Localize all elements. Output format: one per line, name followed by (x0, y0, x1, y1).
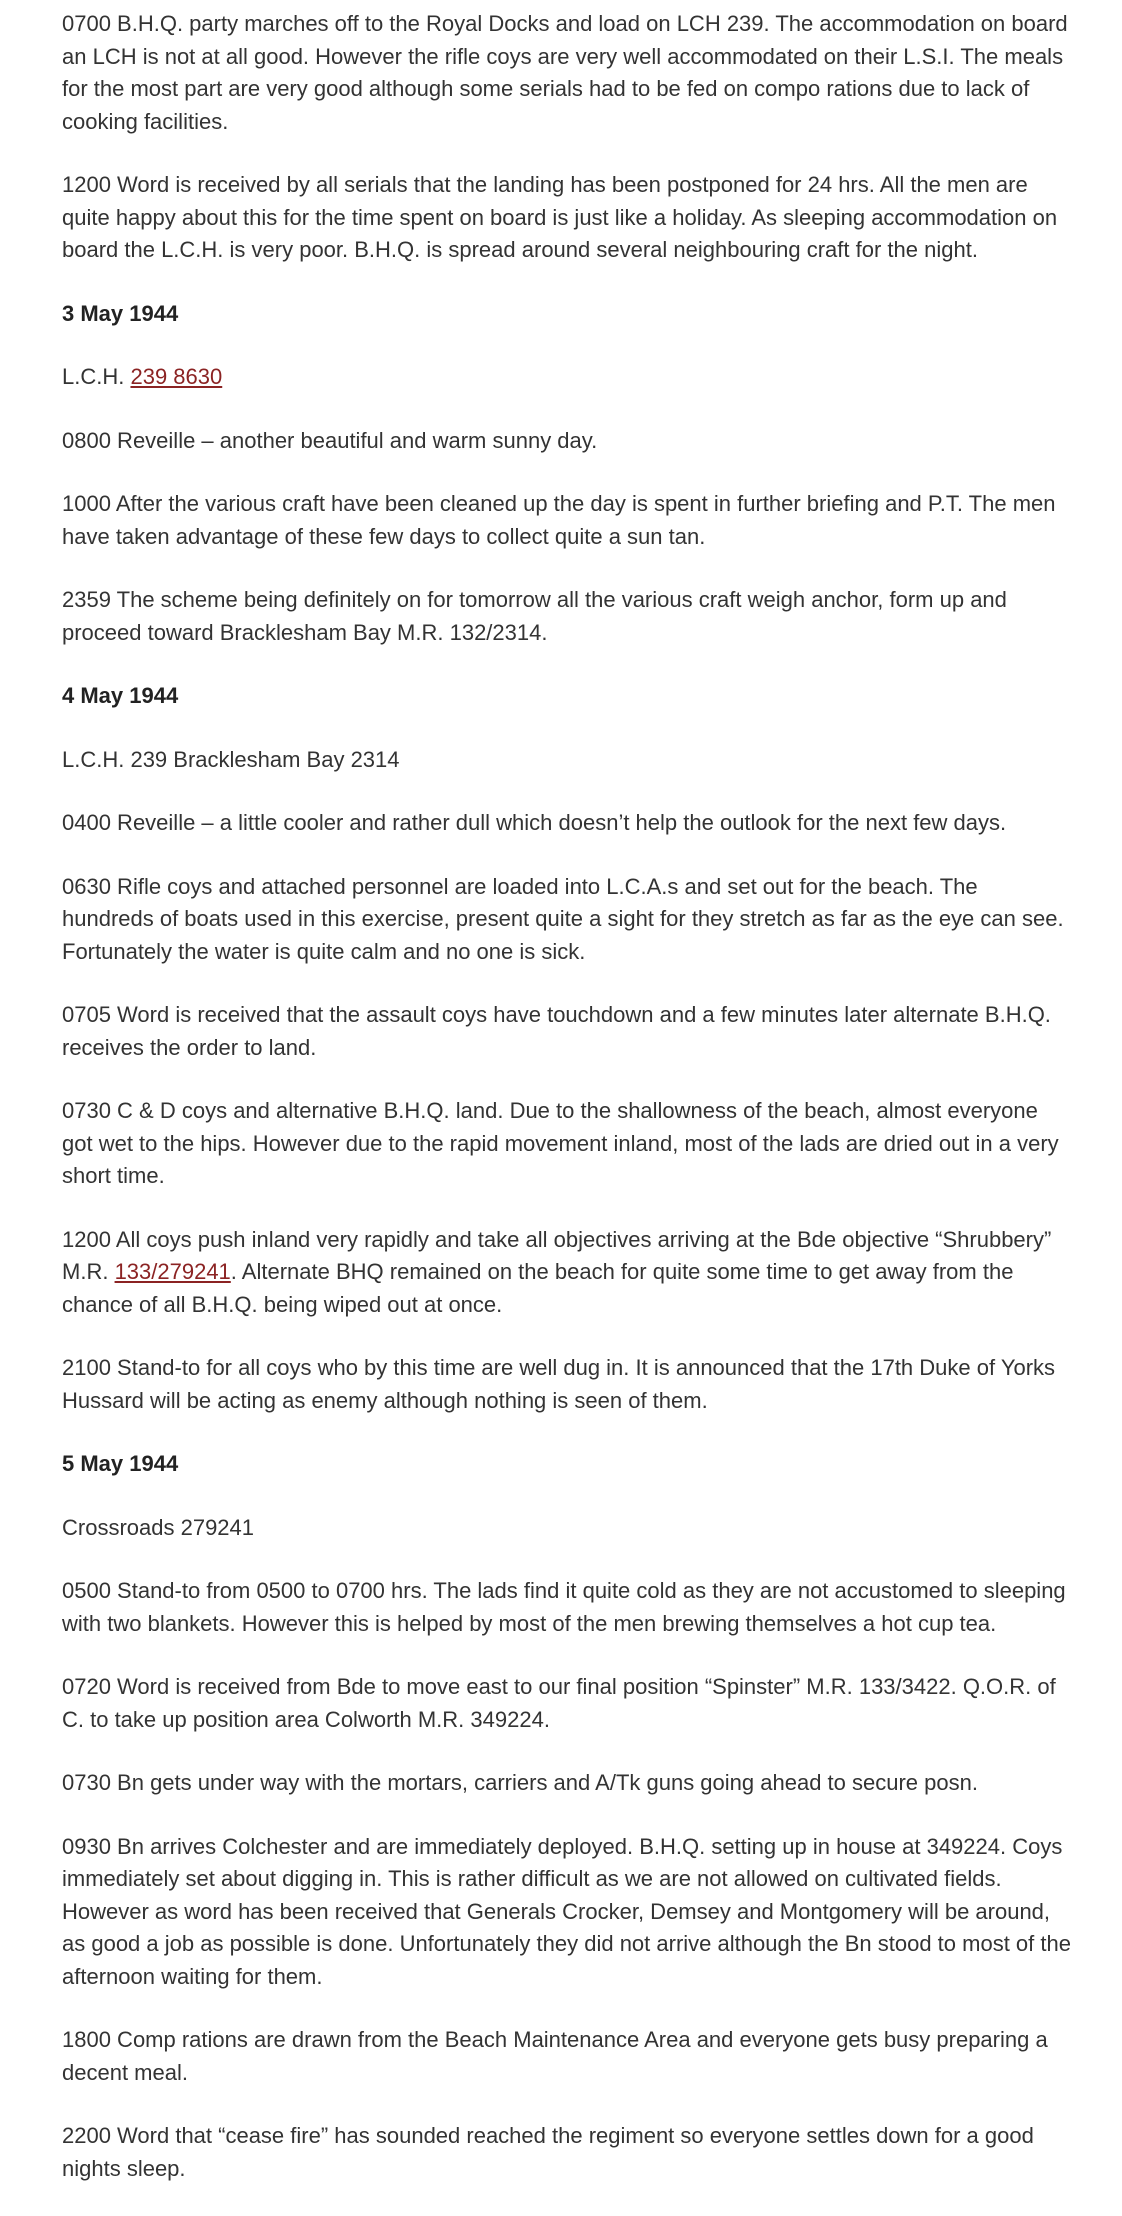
diary-entry: 2100 Stand-to for all coys who by this time are well dug in. It is announced that the 17th Duke of Yorks Hussard will be acting as enemy although nothing is seen of them. (62, 1355, 1056, 1413)
date-heading: 5 May 1944 (62, 1451, 179, 1476)
diary-entry: 1200 Word is received by all serials that the landing has been postponed for 24 hrs. All the men are quite happy about this for the time spent on board is just like a holiday. As sleeping accommodation on board the L.C.H. is very poor. B.H.Q. is spread around several neighbouring craft for the night. (62, 172, 1058, 262)
diary-entry: 0730 C & D coys and alternative B.H.Q. land. Due to the shallowness of the beach, almost everyone got wet to the hips. However due to the rapid movement inland, most of the lads are dried out in a very short time. (62, 1098, 1059, 1188)
diary-entry: 0705 Word is received that the assault coys have touchdown and a few minutes later alternate B.H.Q. receives the order to land. (62, 1002, 1051, 1060)
diary-entry: 0700 B.H.Q. party marches off to the Royal Docks and load on LCH 239. The accommodation on board an LCH is not at all good. However the rifle coys are very well accommodated on their L.S.I. The meals for the most part are very good although some serials had to be fed on compo rations due to lack of cooking facilities. (62, 11, 1068, 134)
entry-text: L.C.H. (62, 364, 131, 389)
diary-entry: 0930 Bn arrives Colchester and are immediately deployed. B.H.Q. setting up in house at 349224. Coys immediately set about digging in. This is rather difficult as we are not allowed on cultivated fields. However as word has been received that Generals Crocker, Demsey and Montgomery will be around, as good a job as possible is done. Unfortunately they did not arrive although the Bn stood to most of the afternoon waiting for them. (62, 1833, 1071, 1989)
diary-entry: 0630 Rifle coys and attached personnel are loaded into L.C.A.s and set out for the beach. The hundreds of boats used in this exercise, present quite a sight for they stretch as far as the eye can see. Fortunately the water is quite calm and no one is sick. (62, 873, 1064, 964)
diary-entry: 0500 Stand-to from 0500 to 0700 hrs. The lads find it quite cold as they are not accustomed to sleeping with two blankets. However this is helped by most of the men brewing themselves a hot cup tea. (62, 1578, 1066, 1636)
entry-text: 1200 All coys push inland very rapidly and take all objectives arriving at the Bde objective “Shrubbery” M.R. (62, 1226, 1052, 1284)
date-heading: 4 May 1944 (62, 683, 179, 708)
date-heading: 3 May 1944 (62, 300, 179, 326)
diary-entry: 1000 After the various craft have been cleaned up the day is spent in further briefing and P.T. The men have taken advantage of these few days to collect quite a sun tan. (62, 491, 1056, 549)
entry-text: . Alternate BHQ remained on the beach for quite some time to get away from the chance of all B.H.Q. being wiped out at once. (62, 1259, 1014, 1317)
diary-entry: 2359 The scheme being definitely on for tomorrow all the various craft weigh anchor, form up and proceed toward Bracklesham Bay M.R. 132/2314. (62, 587, 1007, 645)
map-reference-link[interactable]: 239 8630 (130, 364, 223, 389)
diary-entry: 0800 Reveille – another beautiful and warm sunny day. (62, 427, 598, 453)
diary-entry: L.C.H. 239 Bracklesham Bay 2314 (62, 746, 400, 772)
diary-entry: 0730 Bn gets under way with the mortars, carriers and A/Tk guns going ahead to secure posn. (62, 1770, 978, 1795)
diary-entry: 0400 Reveille – a little cooler and rather dull which doesn’t help the outlook for the next few days. (62, 810, 1007, 835)
diary-entry (62, 1224, 1072, 1322)
diary-entry: 2200 Word that “cease fire” has sounded reached the regiment so everyone settles down for a good nights sleep. (62, 2123, 1034, 2181)
map-reference-link[interactable]: 133/279241 (114, 1259, 231, 1284)
diary-entry (62, 361, 1072, 394)
diary-entry: Crossroads 279241 (62, 1514, 255, 1540)
war-diary-content (62, 8, 1072, 2216)
diary-entry: 0720 Word is received from Bde to move east to our final position “Spinster” M.R. 133/3422. Q.O.R. of C. to take up position area Colworth M.R. 349224. (62, 1674, 1056, 1732)
diary-entry: 1800 Comp rations are drawn from the Beach Maintenance Area and everyone gets busy preparing a decent meal. (62, 2027, 1048, 2085)
